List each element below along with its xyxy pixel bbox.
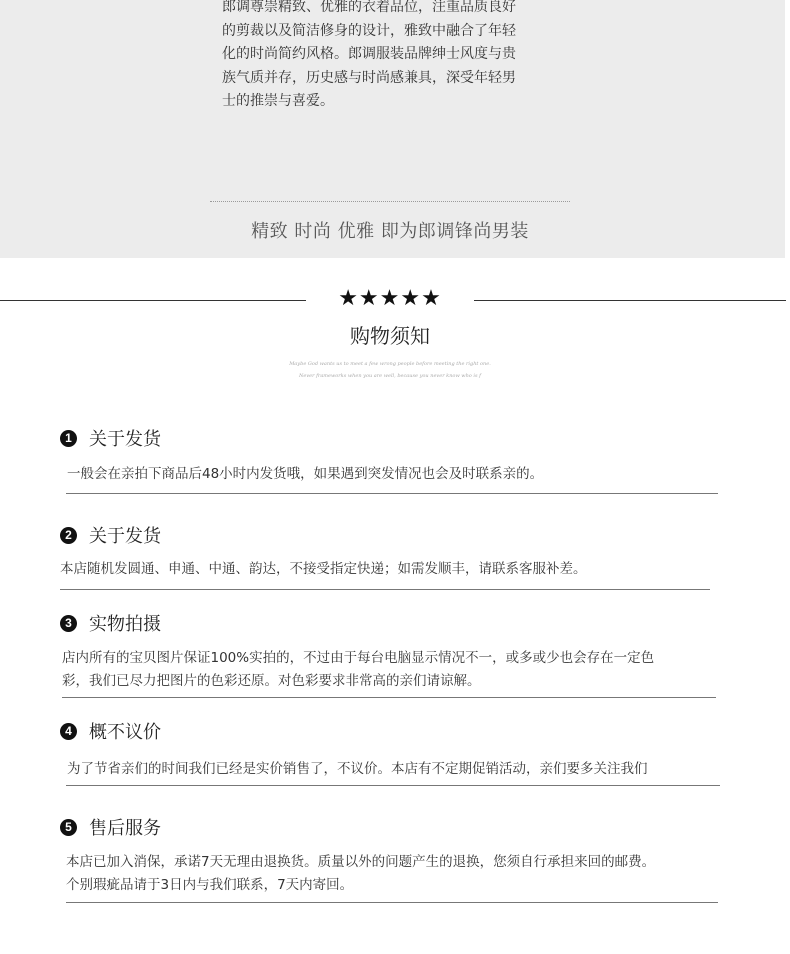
section-text-line: 为了节省亲们的时间我们已经是实价销售了，不议价。本店有不定期促销活动，亲们要多关注我们	[67, 761, 648, 777]
number-4-icon: 4	[60, 723, 77, 740]
number-1-icon: 1	[60, 430, 77, 447]
section-body	[66, 851, 655, 897]
section-heading	[60, 524, 161, 546]
section-text-line: 一般会在亲拍下商品后48小时内发货哦，如果遇到突发情况也会及时联系亲的。	[67, 466, 544, 482]
brand-description-line: 的剪裁以及简洁修身的设计，雅致中融合了年轻	[222, 22, 516, 39]
section-body	[60, 558, 587, 581]
brand-description-line: 郎调尊崇精致、优雅的衣着品位，注重品质良好	[222, 0, 516, 15]
dotted-divider	[210, 201, 570, 202]
number-2-icon: 2	[60, 527, 77, 544]
section-divider	[62, 697, 716, 698]
section-text-line: 店内所有的宝贝图片保证100%实拍的，不过由于每台电脑显示情况不一，或多或少也会存在一定色	[62, 650, 655, 666]
section-text-line: 彩，我们已尽力把图片的色彩还原。对色彩要求非常高的亲们请谅解。	[62, 673, 481, 689]
decorative-script-text: Never frameworks when you are well, because you never know who is f	[298, 373, 482, 379]
decorative-script-text: Maybe God wants us to meet a few wrong people before meeting the right one.	[289, 361, 491, 367]
section-heading	[60, 720, 161, 742]
brand-description-line: 族气质并存，历史感与时尚感兼具，深受年轻男	[222, 69, 516, 86]
section-text-line: 本店已加入消保，承诺7天无理由退换货。质量以外的问题产生的退换，您须自行承担来回的邮费。	[66, 854, 656, 870]
section-title: 售后服务	[89, 818, 161, 839]
header-rule-right	[474, 300, 786, 301]
section-title: 实物拍摄	[89, 614, 161, 635]
shopping-notice-title: 购物须知	[350, 324, 430, 348]
section-text-line: 个别瑕疵品请于3日内与我们联系，7天内寄回。	[66, 877, 354, 893]
brand-description-line: 化的时尚简约风格。郎调服装品牌绅士风度与贵	[222, 46, 516, 62]
section-text-line: 本店随机发圆通、申通、中通、韵达，不接受指定快递；如需发顺丰，请联系客服补差。	[60, 561, 587, 577]
section-divider	[60, 589, 710, 590]
five-star-rating-icon: ★★★★★	[338, 286, 442, 311]
brand-description-line: 士的推崇与喜爱。	[222, 93, 334, 109]
section-heading	[60, 427, 161, 449]
number-5-icon: 5	[60, 819, 77, 836]
section-title: 关于发货	[89, 429, 161, 450]
header-rule-left	[0, 300, 306, 301]
section-body	[67, 758, 648, 781]
brand-intro-panel	[0, 0, 785, 258]
section-divider	[66, 785, 720, 786]
section-heading	[60, 816, 161, 838]
number-3-icon: 3	[60, 615, 77, 632]
section-body	[67, 463, 543, 486]
section-divider	[66, 493, 718, 494]
section-title: 关于发货	[89, 526, 161, 547]
section-divider	[66, 902, 718, 903]
section-title: 概不议价	[89, 722, 161, 743]
section-heading	[60, 612, 161, 634]
section-body	[62, 647, 654, 693]
brand-tagline: 精致 时尚 优雅 即为郎调锋尚男装	[251, 221, 529, 242]
brand-description	[222, 0, 540, 114]
